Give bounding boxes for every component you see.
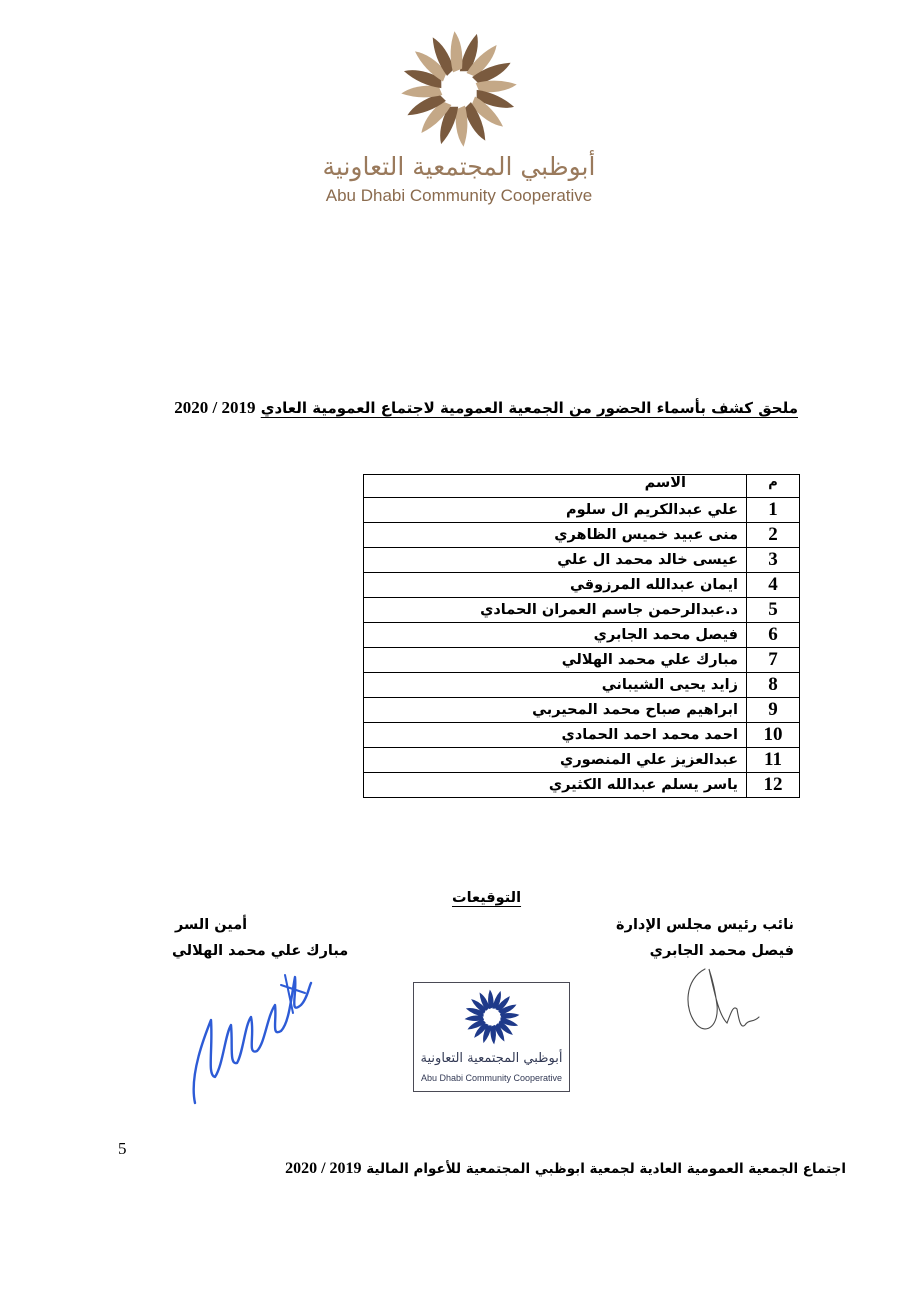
logo-emblem-icon (400, 30, 518, 148)
footer-years: 2020 / 2019 (285, 1160, 362, 1177)
page-footer (285, 1160, 846, 1178)
table-row (364, 523, 800, 548)
row-name: احمد محمد احمد الحمادي (364, 723, 747, 748)
row-number: 2 (747, 523, 800, 548)
stamp-arabic-text: أبوظبي المجتمعية التعاونية (420, 1051, 563, 1066)
table-row (364, 498, 800, 523)
page-number: 5 (118, 1139, 127, 1158)
stamp-emblem-icon (464, 989, 520, 1045)
row-number: 3 (747, 548, 800, 573)
logo-english-text: Abu Dhabi Community Cooperative (325, 186, 593, 205)
row-name: عيسى خالد محمد ال علي (364, 548, 747, 573)
attendees-table (363, 474, 800, 798)
table-row (364, 723, 800, 748)
vice-chair-signature (675, 965, 765, 1035)
column-header-number: م (747, 475, 800, 498)
vice-chair-role: نائب رئيس مجلس الإدارة (616, 917, 794, 933)
footer-text: اجتماع الجمعية العمومية العادية لجمعية ابوظبي المجتمعية للأعوام المالية (366, 1161, 846, 1177)
row-name: علي عبدالكريم ال سلوم (364, 498, 747, 523)
row-name: فيصل محمد الجابري (364, 623, 747, 648)
row-number: 12 (747, 773, 800, 798)
row-name: ياسر يسلم عبدالله الكثيري (364, 773, 747, 798)
table-row (364, 673, 800, 698)
row-number: 9 (747, 698, 800, 723)
table-row (364, 648, 800, 673)
document-title (174, 398, 798, 418)
row-name: عبدالعزيز علي المنصوري (364, 748, 747, 773)
table-row (364, 548, 800, 573)
row-number: 6 (747, 623, 800, 648)
secretary-name: مبارك علي محمد الهلالي (172, 943, 349, 959)
row-name: منى عبيد خميس الظاهري (364, 523, 747, 548)
row-name: ابراهيم صباح محمد المحيربي (364, 698, 747, 723)
table-row (364, 598, 800, 623)
secretary-signature (185, 965, 315, 1110)
table-row (364, 623, 800, 648)
row-number: 5 (747, 598, 800, 623)
column-header-name: الاسم (364, 475, 747, 498)
row-name: ايمان عبدالله المرزوقي (364, 573, 747, 598)
cooperative-stamp (413, 982, 570, 1092)
row-name: مبارك علي محمد الهلالي (364, 648, 747, 673)
table-row (364, 773, 800, 798)
vice-chair-name: فيصل محمد الجابري (649, 943, 794, 959)
row-number: 10 (747, 723, 800, 748)
row-number: 8 (747, 673, 800, 698)
cooperative-logo (300, 30, 618, 220)
stamp-english-text: Abu Dhabi Community Cooperative (420, 1073, 563, 1083)
row-number: 1 (747, 498, 800, 523)
row-number: 4 (747, 573, 800, 598)
logo-arabic-text: أبوظبي المجتمعية التعاونية (322, 152, 596, 181)
row-number: 11 (747, 748, 800, 773)
table-header-row (364, 475, 800, 498)
table-row (364, 748, 800, 773)
row-name: زايد يحيى الشيباني (364, 673, 747, 698)
table-row (364, 698, 800, 723)
table-row (364, 573, 800, 598)
row-number: 7 (747, 648, 800, 673)
document-title-years: 2020 / 2019 (174, 398, 256, 417)
signatures-heading: التوقيعات (452, 890, 522, 906)
document-title-text: ملحق كشف بأسماء الحضور من الجمعية العمومية لاجتماع العمومية العادي (260, 399, 798, 417)
secretary-role: أمين السر (175, 917, 248, 933)
row-name: د.عبدالرحمن جاسم العمران الحمادي (364, 598, 747, 623)
